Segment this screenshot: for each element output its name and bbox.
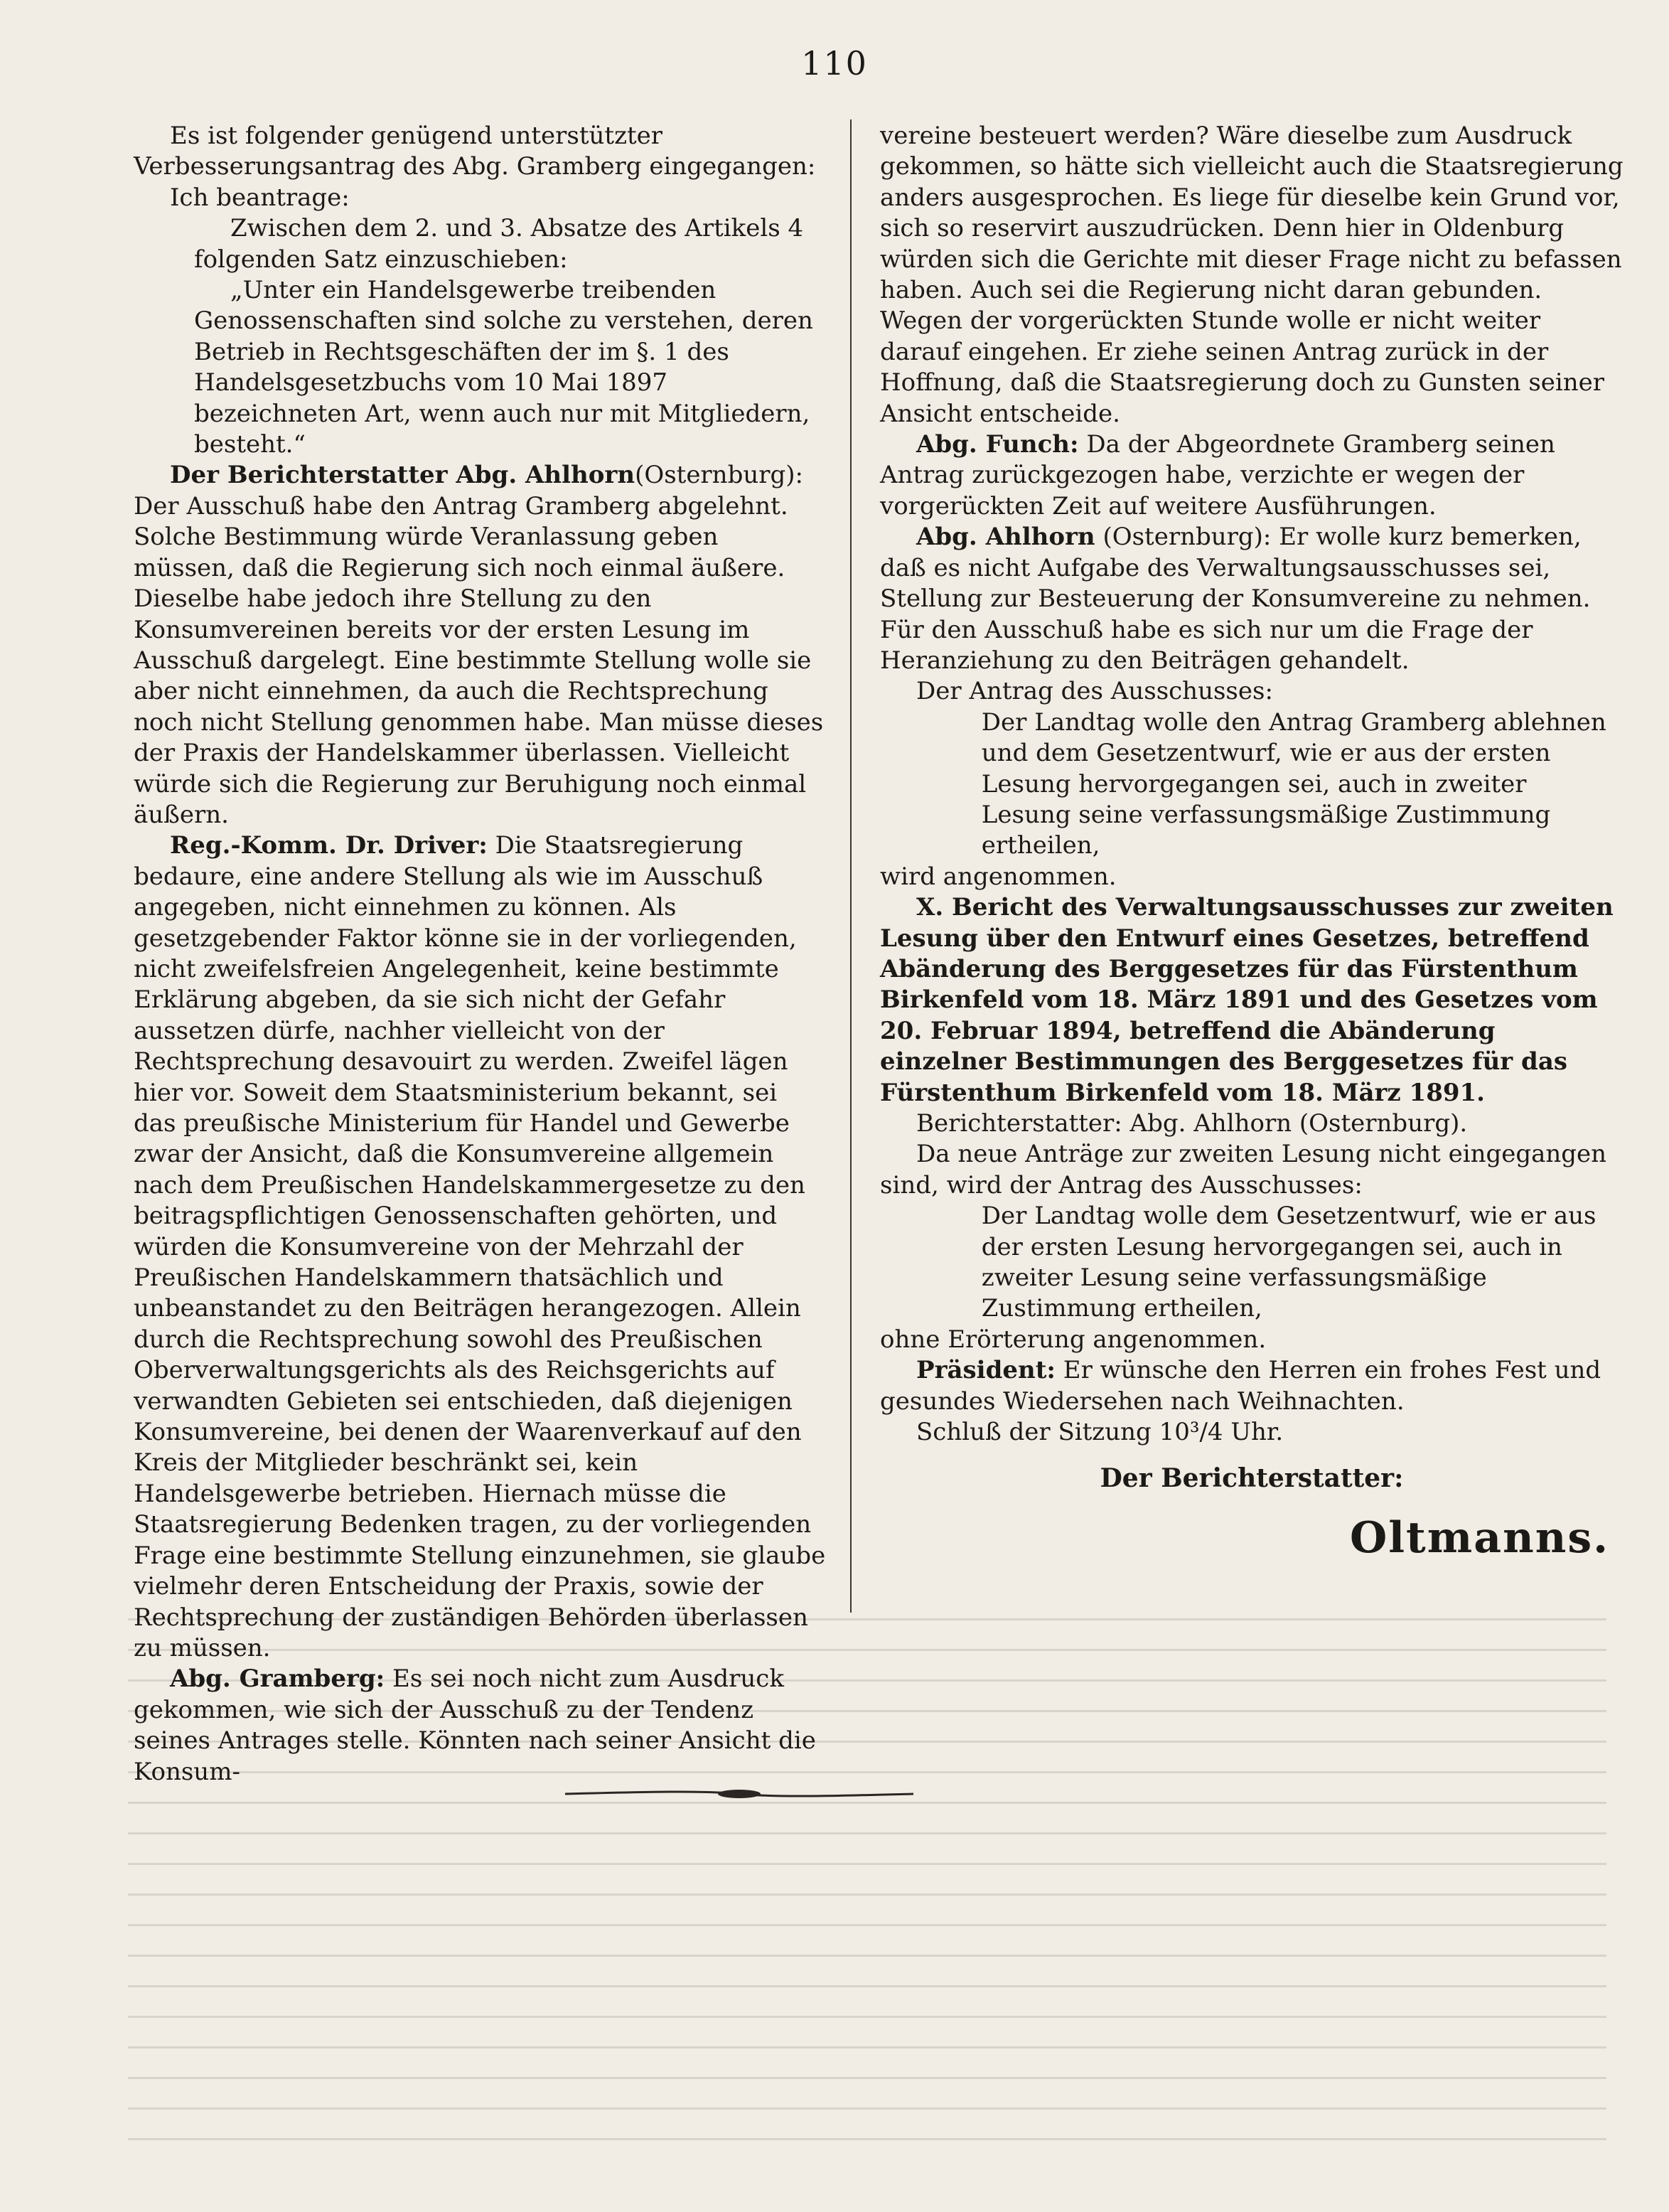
paragraph: wird angenommen. <box>880 862 1117 891</box>
paragraph: Schluß der Sitzung 10³/4 Uhr. <box>916 1418 1284 1447</box>
speech-text: (Osternburg): Er wolle kurz bemerken, daß es nicht Aufgabe des Verwaltungsausschusses sei, Stellung zur Besteuerung der Konsumvereine zu nehmen. Für den Ausschuß habe es sich nur um die Frage der Heranziehung zu den Beiträgen gehandelt. <box>880 523 1591 675</box>
column-divider <box>850 119 852 1613</box>
paragraph: vereine besteuert werden? Wäre dieselbe zum Ausdruck gekommen, so hätte sich vielleicht auch die Staatsregierung anders ausgesprochen. Es liege für dieselbe kein Grund vor, sich so reservirt auszudrücken. Denn hier in Oldenburg würden sich die Gerichte mit dieser Frage nicht zu befassen haben. Auch sei die Regierung nicht daran gebunden. Wegen der vorgerückten Stunde wolle er nicht weiter darauf eingehen. Er ziehe seinen Antrag zurück in der Hoffnung, daß die Staatsregierung doch zu Gunsten seiner Ansicht entscheide. <box>880 122 1624 428</box>
signature-role: Der Berichterstatter: <box>1100 1463 1404 1494</box>
ornament-rule <box>562 1783 917 1805</box>
speaker-name: Abg. Funch: <box>916 430 1079 459</box>
speaker-name: Der Berichterstatter Abg. Ahlhorn <box>170 461 635 490</box>
speaker-name: Reg.-Komm. Dr. Driver: <box>170 831 488 860</box>
paragraph: Es ist folgender genügend unterstützter Verbesserungsantrag des Abg. Gramberg eingegangen: <box>134 122 816 181</box>
paragraph: Da neue Anträge zur zweiten Lesung nicht eingegangen sind, wird der Antrag des Ausschusses: <box>880 1140 1607 1199</box>
speaker-name: Abg. Ahlhorn <box>916 523 1095 552</box>
speech-text: Es sei noch nicht zum Ausdruck gekommen, wie sich der Ausschuß zu der Tendenz seines Antrages stelle. Könnten nach seiner Ansicht die Konsum- <box>134 1665 816 1786</box>
paragraph <box>134 830 826 1664</box>
speaker-name: Abg. Gramberg: <box>170 1665 385 1694</box>
right-column <box>880 121 1624 1563</box>
speech-text: Die Staatsregierung bedaure, eine andere Stellung als wie im Ausschuß angegeben, nicht einnehmen zu können. Als gesetzgebender Faktor könne sie in der vorliegenden, nicht zweifelsfreien Angelegenheit, keine bestimmte Erklärung abgeben, da sie sich nicht der Gefahr aussetzen dürfe, nachher vielleicht von der Rechtsprechung desavouirt zu werden. Zweifel lägen hier vor. Soweit dem Staatsministerium bekannt, sei das preußische Ministerium für Handel und Gewerbe zwar der Ansicht, daß die Konsumvereine allgemein nach dem Preußischen Handelskammergesetze zu den beitragspflichtigen Genossenschaften gehörten, und würden die Konsumvereine von der Mehrzahl der Preußischen Handelskammern thatsächlich und unbeanstandet zu den Beiträgen herangezogen. Allein durch die Rechtsprechung sowohl des Preußischen Oberverwaltungsgerichts als des Reichsgerichts auf verwandten Gebieten sei entschieden, daß diejenigen Konsumvereine, bei denen der Waarenverkauf auf den Kreis der Mitglieder beschränkt sei, kein Handelsgewerbe betrieben. Hiernach müsse die Staatsregierung Bedenken tragen, zu der vorliegenden Frage eine bestimmte Stellung einzunehmen, sie glaube vielmehr deren Entscheidung der Praxis, sowie der Rechtsprechung der zuständigen Behörden überlassen zu müssen. <box>134 831 826 1662</box>
paragraph <box>880 1355 1624 1417</box>
quoted-amendment: „Unter ein Handelsgewerbe treibenden Genossenschaften sind solche zu verstehen, deren Betrieb in Rechtsgeschäften der im §. 1 des Handelsgesetzbuchs vom 10 Mai 1897 bezeichneten Art, wenn auch nur mit Mitgliedern, besteht.“ <box>194 276 813 459</box>
paragraph: Zwischen dem 2. und 3. Absatze des Artikels 4 folgenden Satz einzuschieben: <box>194 214 804 274</box>
page-number: 110 <box>801 44 868 82</box>
signature-name: Oltmanns. <box>1349 1512 1609 1563</box>
section-heading: X. Bericht des Verwaltungsausschusses zur zweiten Lesung über den Entwurf eines Gesetzes, betreffend Abänderung des Berggesetzes für das Fürstenthum Birkenfeld vom 18. März 1891 und des Gesetzes vom 20. Februar 1894, betreffend die Abänderung einzelner Bestimmungen des Berggesetzes für das Fürstenthum Birkenfeld vom 18. März 1891. <box>880 893 1614 1107</box>
speech-text: (Osternburg): Der Ausschuß habe den Antrag Gramberg abgelehnt. Solche Bestimmung würde Veranlassung geben müssen, daß die Regierung sich noch einmal äußere. Dieselbe habe jedoch ihre Stellung zu den Konsumvereinen bereits vor der ersten Lesung im Ausschuß dargelegt. Eine bestimmte Stellung wolle sie aber nicht einnehmen, da auch die Rechtsprechung noch nicht Stellung genommen habe. Man müsse dieses der Praxis der Handelskammer überlassen. Vielleicht würde sich die Regierung zur Beruhigung noch einmal äußern. <box>134 461 824 829</box>
resolution-text: Der Landtag wolle den Antrag Gramberg ablehnen und dem Gesetzentwurf, wie er aus der ersten Lesung hervorgegangen sei, auch in zweiter Lesung seine verfassungsmäßige Zustimmung ertheilen, <box>981 707 1606 860</box>
paragraph <box>880 429 1624 522</box>
paragraph <box>880 522 1624 676</box>
paragraph: Ich beantrage: <box>170 183 350 212</box>
resolution-text: Der Landtag wolle dem Gesetzentwurf, wie er aus der ersten Lesung hervorgegangen sei, auch in zweiter Lesung seine verfassungsmäßige Zustimmung ertheilen, <box>981 1202 1596 1323</box>
paragraph: ohne Erörterung angenommen. <box>880 1325 1267 1354</box>
speech-text: Da der Abgeordnete Gramberg seinen Antrag zurückgezogen habe, verzichte er wegen der vorgerückten Zeit auf weitere Ausführungen. <box>880 430 1555 520</box>
left-column <box>134 121 826 1788</box>
paragraph: Der Antrag des Ausschusses: <box>916 677 1273 706</box>
speaker-name: Präsident: <box>916 1356 1056 1385</box>
paragraph: Berichterstatter: Abg. Ahlhorn (Osternburg). <box>916 1109 1468 1138</box>
paragraph <box>134 460 826 830</box>
speech-text: Er wünsche den Herren ein frohes Fest und gesundes Wiedersehen nach Weihnachten. <box>880 1356 1601 1416</box>
paragraph <box>134 1664 826 1788</box>
